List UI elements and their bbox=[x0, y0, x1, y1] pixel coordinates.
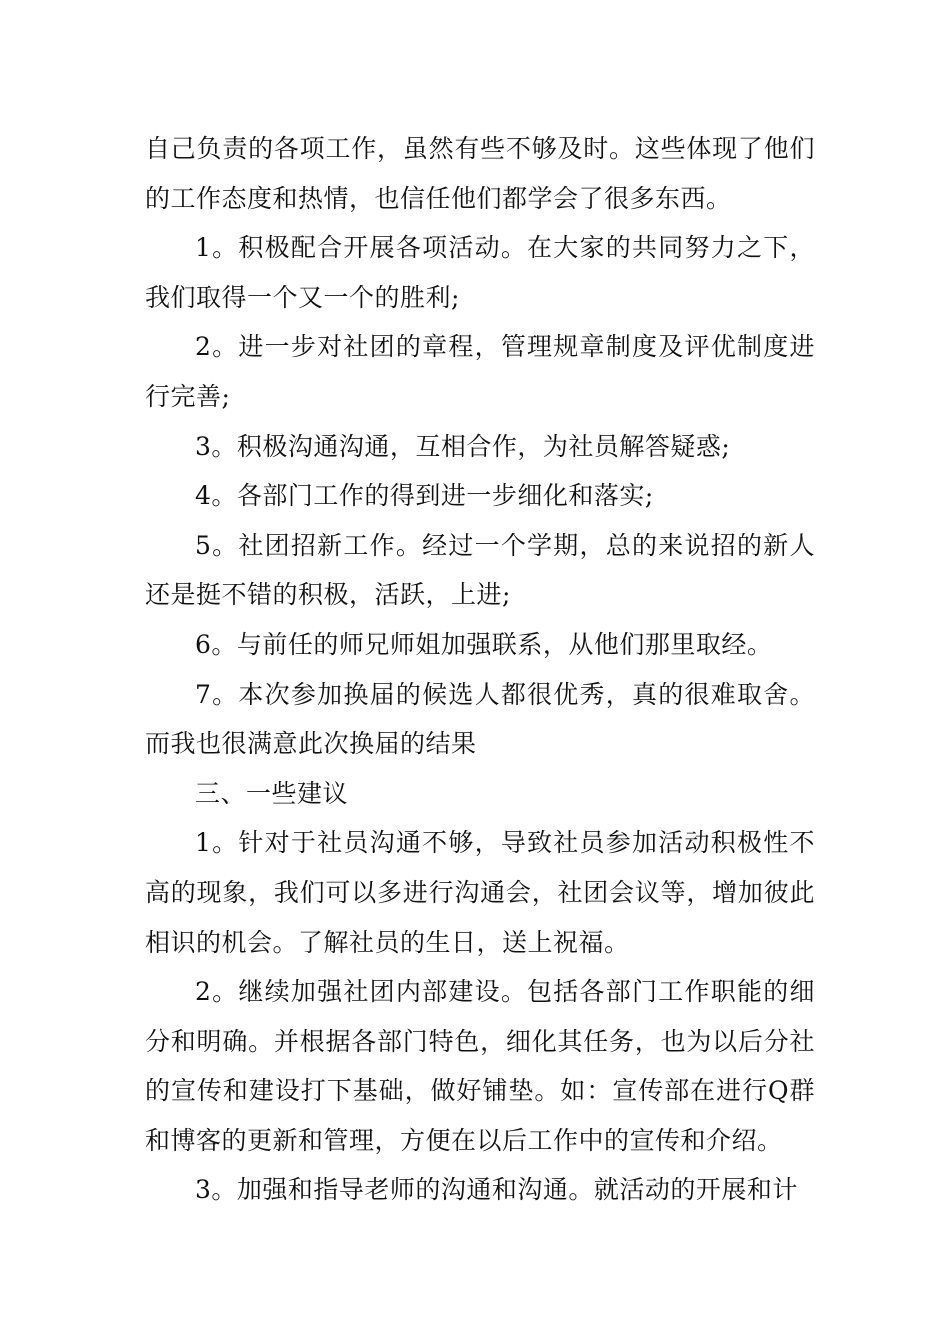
list-item-1: 1。积极配合开展各项活动。在大家的共同努力之下，我们取得一个又一个的胜利; bbox=[145, 233, 815, 312]
list-item-4: 4。各部门工作的得到进一步细化和落实; bbox=[195, 481, 654, 511]
list-item-3: 3。积极沟通沟通，互相合作，为社员解答疑惑; bbox=[195, 431, 731, 461]
list-item-5: 5。社团招新工作。经过一个学期，总的来说招的新人还是挺不错的积极，活跃，上进; bbox=[145, 530, 815, 610]
paragraph-continuation: 自己负责的各项工作，虽然有些不够及时。这些体现了他们的工作态度和热情，也信任他们都学会了很多东西。 bbox=[145, 134, 815, 213]
document-body bbox=[145, 124, 815, 1215]
list-item-6: 6。与前任的师兄师姐加强联系，从他们那里取经。 bbox=[195, 629, 773, 659]
list-item-2: 2。进一步对社团的章程，管理规章制度及评优制度进行完善; bbox=[145, 332, 815, 411]
section-heading: 三、一些建议 bbox=[195, 778, 349, 808]
list-item-7: 7。本次参加换届的候选人都很优秀，真的很难取舍。而我也很满意此次换届的结果 bbox=[145, 679, 815, 759]
suggestion-item-2: 2。继续加强社团内部建设。包括各部门工作职能的细分和明确。并根据各部门特色，细化其任务，也为以后分社的宣传和建设打下基础，做好铺垫。如：宣传部在进行Q群和博客的更新和管理，方便在以后工作中的宣传和介绍。 bbox=[145, 977, 815, 1155]
suggestion-item-1: 1。针对于社员沟通不够，导致社员参加活动积极性不高的现象，我们可以多进行沟通会，社团会议等，增加彼此相识的机会。了解社员的生日，送上祝福。 bbox=[145, 828, 815, 957]
suggestion-item-3: 3。加强和指导老师的沟通和沟通。就活动的开展和计 bbox=[195, 1175, 798, 1205]
